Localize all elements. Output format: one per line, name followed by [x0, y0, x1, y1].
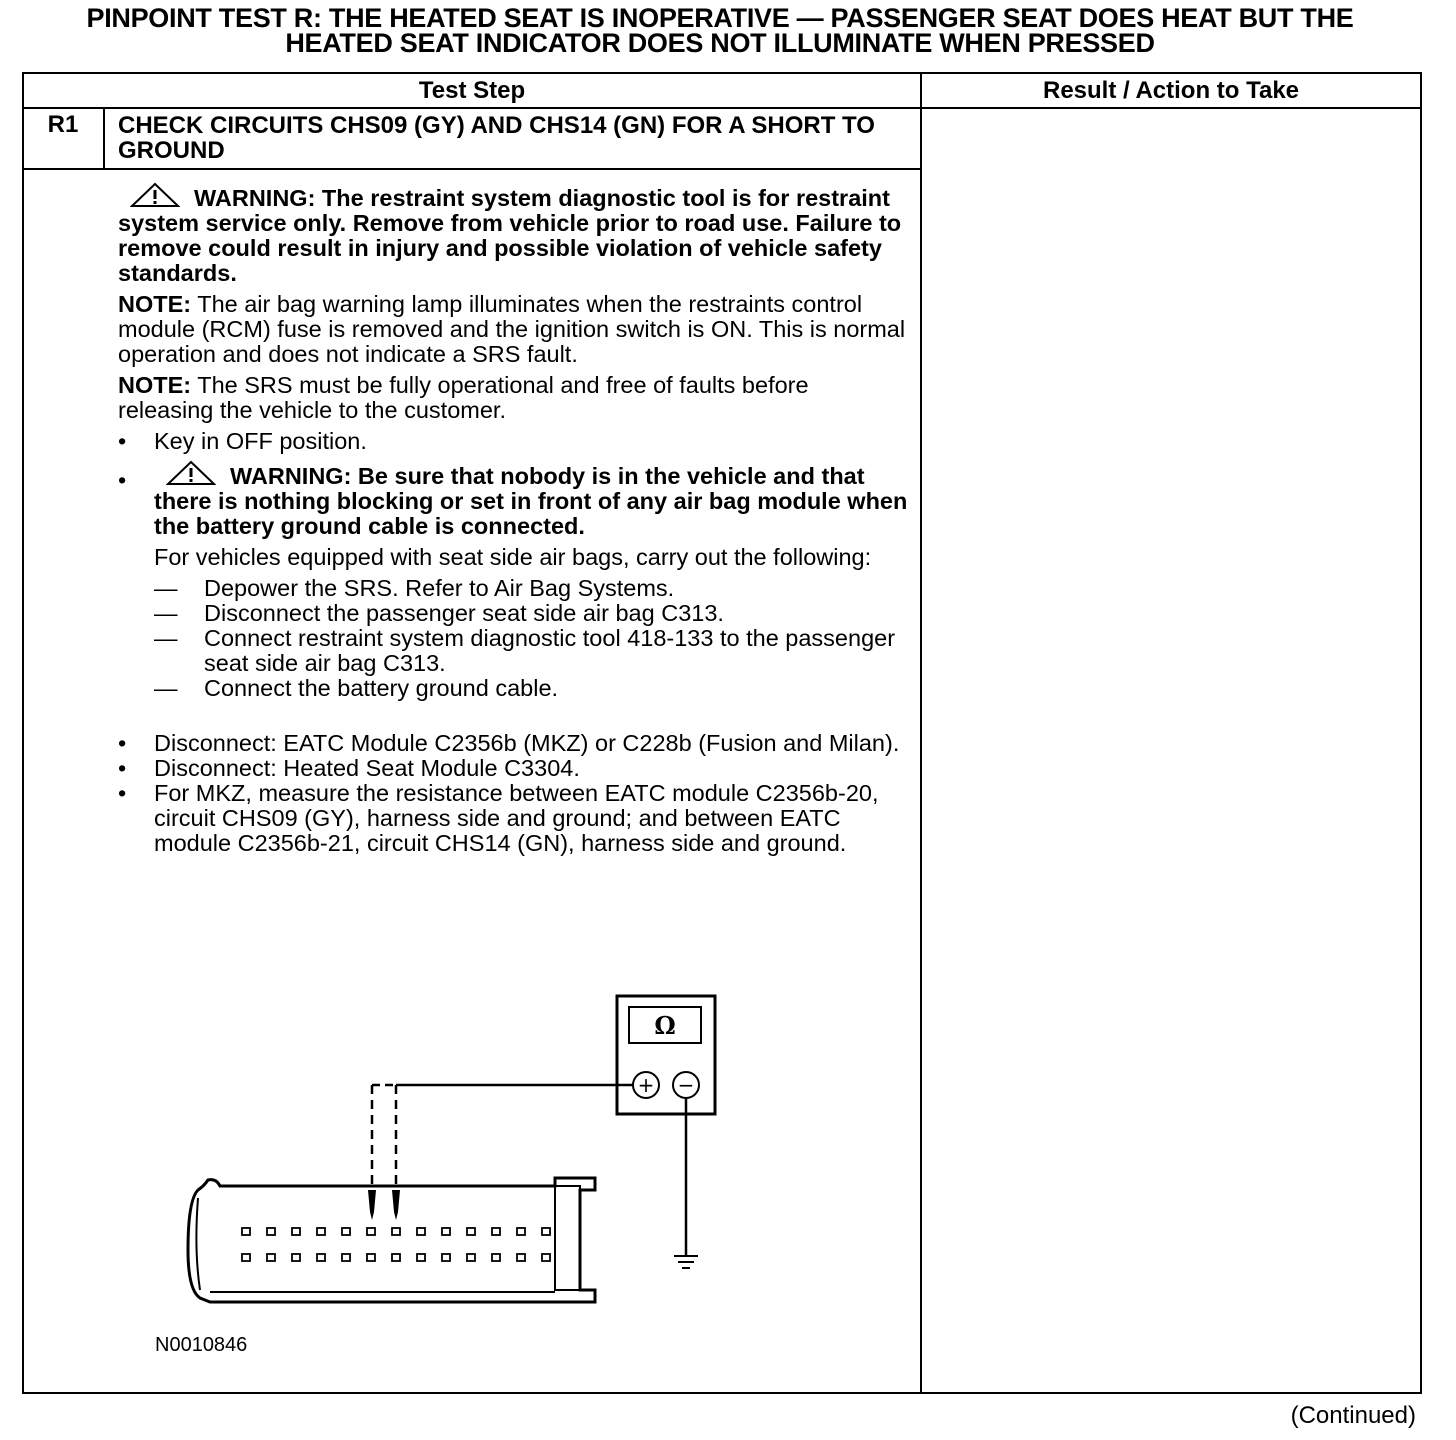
- step-number: R1: [47, 111, 79, 138]
- note-label: NOTE:: [118, 372, 192, 398]
- dash: —: [154, 600, 178, 626]
- sub-item-text: Connect restraint system diagnostic tool 418-133 to the passenger seat side air bag C313.: [204, 625, 896, 676]
- header-test-step: Test Step: [418, 77, 526, 104]
- column-divider: [920, 72, 922, 1394]
- bullet-text: Key in OFF position.: [154, 428, 367, 454]
- bullet-item: [118, 731, 908, 756]
- ground-symbol-icon: [674, 1256, 698, 1268]
- figure-id: N0010846: [155, 1334, 248, 1356]
- note-rcm-fuse: [118, 292, 908, 367]
- connector-pin-row-top: [242, 1228, 550, 1235]
- step-title: CHECK CIRCUITS CHS09 (GY) AND CHS14 (GN) FOR A SHORT TO GROUND: [118, 112, 875, 164]
- warning-block: [118, 182, 908, 286]
- sub-item: [118, 676, 908, 701]
- bullet-dot: •: [118, 780, 127, 806]
- bullet-text: For MKZ, measure the resistance between EATC module C2356b-20, circuit CHS09 (GY), harness side and ground; and between EATC module C2356b-21, circuit CHS14 (GN), harness side and ground.: [154, 780, 879, 856]
- step-title-divider: [22, 168, 921, 170]
- warning-block: [154, 460, 908, 539]
- title-line-2: HEATED SEAT INDICATOR DOES NOT ILLUMINATE WHEN PRESSED: [285, 28, 1155, 58]
- bullet-text: Disconnect: Heated Seat Module C3304.: [154, 755, 580, 781]
- header-result-action: Result / Action to Take: [1042, 77, 1300, 104]
- bullet-dot: •: [118, 467, 127, 493]
- bullet-dot: •: [118, 755, 127, 781]
- step-body: [118, 182, 908, 856]
- bullet-item: [118, 756, 908, 781]
- warning-text: WARNING: Be sure that nobody is in the vehicle and that there is nothing blocking or set in front of any air bag module when the battery ground cable is connected.: [154, 463, 908, 539]
- bullet-dot: •: [118, 730, 127, 756]
- side-bag-intro: For vehicles equipped with seat side air bags, carry out the following:: [154, 544, 872, 570]
- sub-item-text: Connect the battery ground cable.: [204, 675, 559, 701]
- note-text: The air bag warning lamp illuminates when the restraints control module (RCM) fuse is removed and the ignition switch is ON. This is normal operation and does not indicate a SRS fault.: [118, 291, 906, 367]
- note-text: The SRS must be fully operational and free of faults before releasing the vehicle to the customer.: [118, 372, 809, 423]
- note-srs: [118, 373, 908, 423]
- warning-triangle-icon: [166, 460, 216, 486]
- dash: —: [154, 575, 178, 601]
- connector-measurement-diagram: [170, 990, 730, 1320]
- minus-sign: −: [677, 1073, 695, 1097]
- dash: —: [154, 675, 178, 701]
- continued-label: (Continued): [1290, 1402, 1416, 1429]
- bullet-item: [118, 781, 908, 856]
- note-label: NOTE:: [118, 291, 192, 317]
- probe-tip-icon: [392, 1190, 400, 1220]
- plus-sign: +: [637, 1073, 655, 1097]
- sub-list: [118, 576, 908, 701]
- warning-triangle-icon: [130, 182, 180, 208]
- dash: —: [154, 625, 178, 651]
- bullet-text: Disconnect: EATC Module C2356b (MKZ) or C228b (Fusion and Milan).: [154, 730, 900, 756]
- warning-text: WARNING: The restraint system diagnostic tool is for restraint system service only. Remove from vehicle prior to road use. Failure to remove could result in injury and possible violation of vehicle safety standards.: [118, 185, 902, 286]
- ohm-symbol: Ω: [654, 1011, 676, 1040]
- connector-pin-row-bottom: [242, 1254, 550, 1261]
- header-divider: [22, 107, 1422, 109]
- bullet-key-off: [118, 429, 908, 454]
- sub-item: [118, 626, 908, 676]
- title-line-1: PINPOINT TEST R: THE HEATED SEAT IS INOPERATIVE — PASSENGER SEAT DOES HEAT BUT THE: [86, 3, 1354, 33]
- bullet-dot: •: [118, 428, 127, 454]
- connector-c2356b-icon: [188, 1178, 595, 1302]
- probe-tip-icon: [368, 1190, 376, 1220]
- bullet-warning: [118, 460, 908, 570]
- page-title: [0, 3, 1440, 58]
- sub-item-text: Disconnect the passenger seat side air bag C313.: [204, 600, 724, 626]
- sub-item-text: Depower the SRS. Refer to Air Bag Systems.: [204, 575, 675, 601]
- sub-item: [118, 601, 908, 626]
- sub-item: [118, 576, 908, 601]
